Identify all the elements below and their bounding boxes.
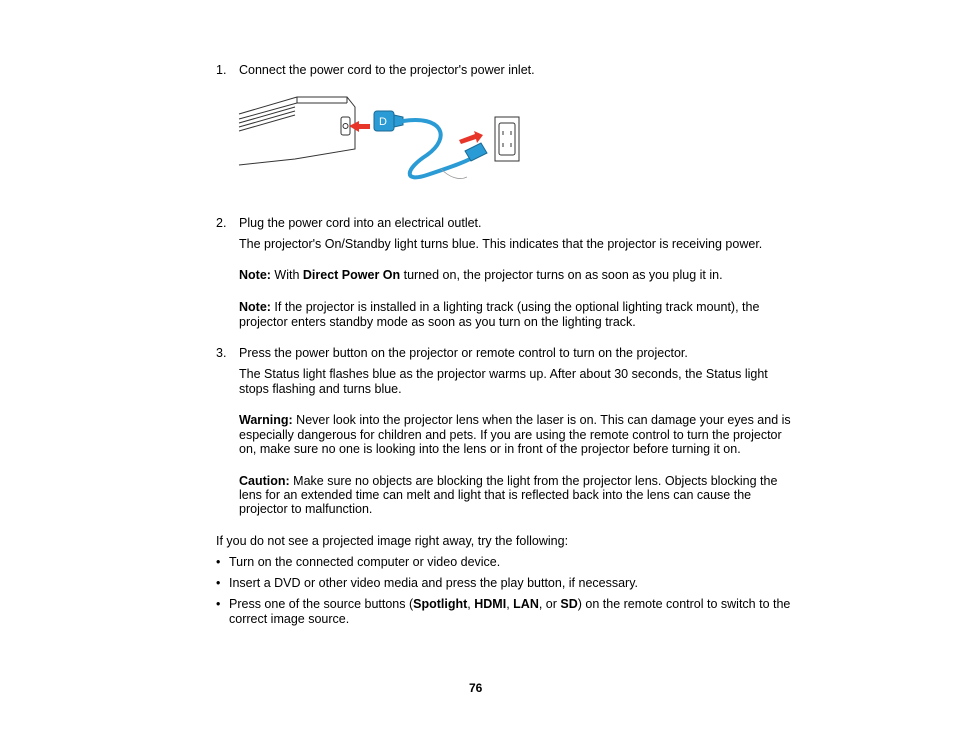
svg-text:D: D — [379, 116, 387, 128]
note-lighting-track: Note: If the projector is installed in a lighting track (using the optional lighting track mount), the — [239, 300, 760, 314]
bullet-item-3-line2: correct image source. — [229, 612, 350, 626]
step-3-body-line2: stops flashing and turns blue. — [239, 382, 402, 396]
projector-icon — [239, 97, 355, 165]
warning-text: Warning: Never look into the projector lens when the laser is on. This can damage your eyes and is — [239, 413, 791, 427]
troubleshoot-intro: If you do not see a projected image right away, try the following: — [216, 534, 569, 548]
step-3-number: 3. — [216, 346, 227, 360]
bullet-marker: • — [216, 597, 221, 611]
bullet-item-3: Press one of the source buttons (Spotlight, HDMI, LAN, or SD) on the remote control to switch to the — [229, 597, 791, 611]
step-3-text: Press the power button on the projector or remote control to turn on the projector. — [239, 346, 688, 360]
step-1-number: 1. — [216, 63, 227, 77]
power-cord-illustration — [237, 93, 521, 187]
step-2-body: The projector's On/Standby light turns blue. This indicates that the projector is receiving power. — [239, 237, 763, 251]
step-1-text: Connect the power cord to the projector's power inlet. — [239, 63, 535, 77]
note-lighting-track-line2: projector enters standby mode as soon as you turn on the lighting track. — [239, 315, 636, 329]
bullet-marker: • — [216, 576, 221, 590]
step-2-text: Plug the power cord into an electrical outlet. — [239, 216, 482, 230]
caution-text: Caution: Make sure no objects are blocking the light from the projector lens. Objects blocking the — [239, 474, 778, 488]
plug-connector-icon — [374, 111, 403, 131]
warning-line2: especially dangerous for children and pets. If you are using the remote control to turn the projector — [239, 428, 782, 442]
step-2-number: 2. — [216, 216, 227, 230]
caution-line3: projector to malfunction. — [239, 502, 373, 516]
step-3-body-line1: The Status light flashes blue as the projector warms up. After about 30 seconds, the Status light — [239, 367, 768, 381]
outlet-icon — [495, 117, 519, 161]
arrow-icon — [349, 121, 370, 132]
warning-line3: on, make sure no one is looking into the lens or in front of the projector before turning it on. — [239, 442, 741, 456]
note-direct-power-on: Note: With Direct Power On turned on, the projector turns on as soon as you plug it in. — [239, 268, 723, 282]
caution-line2: lens for an extended time can melt and light that is reflected back into the lens can cause the — [239, 488, 752, 502]
page-number: 76 — [469, 681, 483, 695]
bullet-item-2: Insert a DVD or other video media and press the play button, if necessary. — [229, 576, 639, 590]
bullet-item-1: Turn on the connected computer or video device. — [229, 555, 501, 569]
arrow-icon — [459, 131, 483, 144]
bullet-marker: • — [216, 555, 221, 569]
